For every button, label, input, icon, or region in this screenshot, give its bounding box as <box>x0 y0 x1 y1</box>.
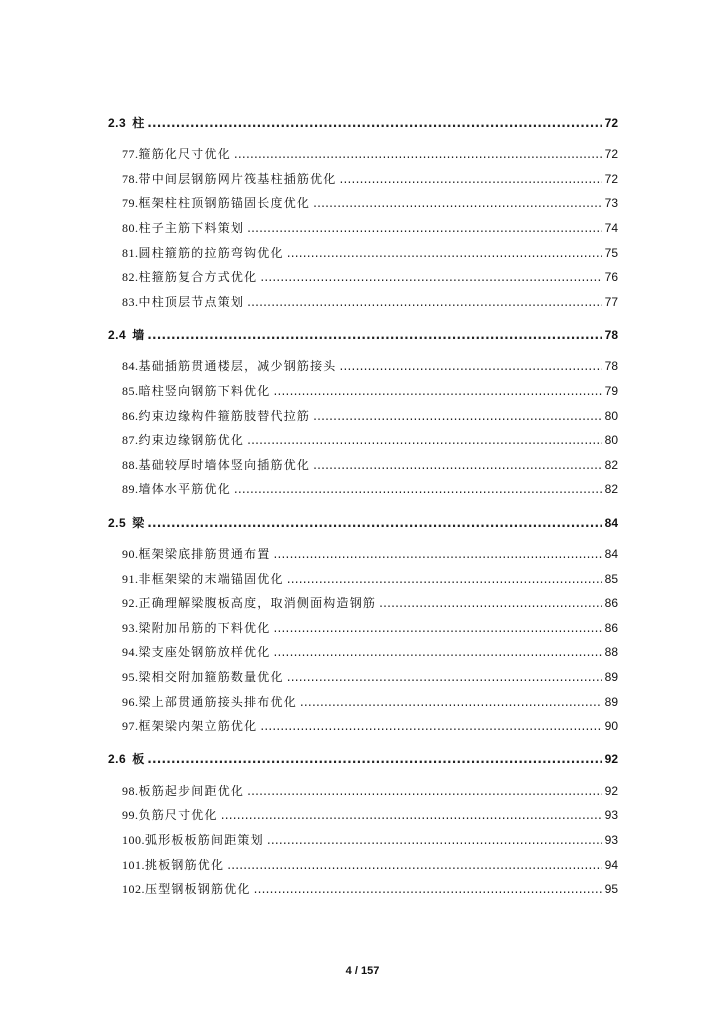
toc-entry[interactable] <box>108 379 618 404</box>
toc-entry[interactable] <box>108 403 618 428</box>
section-page: 78 <box>604 328 618 343</box>
section-number: 2.5 <box>108 515 127 530</box>
entry-number: 79. <box>122 196 139 211</box>
dot-leader <box>260 719 601 733</box>
entry-page: 80 <box>604 408 618 423</box>
entry-page: 84 <box>604 547 618 562</box>
dot-leader <box>247 221 602 235</box>
toc-entry[interactable] <box>108 216 618 241</box>
entry-page: 94 <box>604 857 618 872</box>
section-page: 72 <box>604 116 618 130</box>
entry-number: 83. <box>122 294 139 309</box>
dot-leader <box>300 695 602 709</box>
dot-leader <box>340 172 602 186</box>
entry-number: 99. <box>122 808 139 823</box>
section-number: 2.4 <box>108 328 127 343</box>
entry-number: 98. <box>122 783 139 798</box>
entry-number: 88. <box>122 457 139 472</box>
entry-page: 89 <box>604 694 618 709</box>
entry-title: 板筋起步间距优化 <box>138 783 245 798</box>
entry-title: 柱箍筋复合方式优化 <box>138 270 258 285</box>
entry-page: 75 <box>604 245 618 260</box>
entry-title: 中柱顶层节点策划 <box>138 294 245 309</box>
dot-leader <box>254 882 602 896</box>
entry-page: 86 <box>604 620 618 635</box>
entry-page: 76 <box>604 270 618 285</box>
dot-leader <box>221 808 602 822</box>
toc-entry[interactable] <box>108 714 618 739</box>
entry-number: 101. <box>122 857 145 872</box>
dot-leader <box>287 572 602 586</box>
entry-number: 100. <box>122 832 145 847</box>
entry-number: 102. <box>122 882 145 897</box>
entry-title: 框架梁底排筋贯通布置 <box>138 547 271 562</box>
entry-number: 95. <box>122 669 139 684</box>
entry-page: 88 <box>604 645 618 660</box>
entry-title: 约束边缘钢筋优化 <box>138 433 245 448</box>
toc-entry[interactable] <box>108 191 618 216</box>
section-number: 2.6 <box>108 752 127 767</box>
entry-number: 87. <box>122 433 139 448</box>
entry-page: 72 <box>604 171 618 186</box>
toc-entry[interactable] <box>108 167 618 192</box>
toc-entry[interactable] <box>108 689 618 714</box>
entry-number: 91. <box>122 571 139 586</box>
dot-leader <box>313 458 602 472</box>
entry-number: 97. <box>122 719 139 734</box>
entry-page: 79 <box>604 384 618 399</box>
entry-number: 78. <box>122 171 139 186</box>
dot-leader <box>313 409 602 423</box>
entry-page: 72 <box>604 147 618 162</box>
entry-page: 80 <box>604 433 618 448</box>
entry-title: 挑板钢筋优化 <box>145 857 225 872</box>
dot-leader <box>274 384 602 398</box>
entry-number: 84. <box>122 359 139 374</box>
toc-entry[interactable] <box>108 240 618 265</box>
dot-leader <box>313 196 602 210</box>
entry-title: 梁相交附加箍筋数量优化 <box>138 669 284 684</box>
section-number: 2.3 <box>108 116 127 130</box>
dot-leader <box>260 270 601 284</box>
toc-section-heading[interactable] <box>108 746 618 772</box>
entry-page: 90 <box>604 719 618 734</box>
entry-page: 85 <box>604 571 618 586</box>
entry-page: 93 <box>604 832 618 847</box>
toc-section-heading[interactable] <box>108 110 618 136</box>
dot-leader <box>247 295 602 309</box>
dot-leader <box>267 833 602 847</box>
entry-page: 82 <box>604 482 618 497</box>
entry-page: 82 <box>604 457 618 472</box>
entry-number: 81. <box>122 245 139 260</box>
entry-number: 96. <box>122 694 139 709</box>
entry-number: 80. <box>122 221 139 236</box>
toc-section <box>108 510 618 739</box>
entry-number: 86. <box>122 408 139 423</box>
entry-title: 基础插筋贯通楼层，减少钢筋接头 <box>138 359 337 374</box>
dot-leader <box>147 752 601 766</box>
entry-title: 梁上部贯通筋接头排布优化 <box>138 694 297 709</box>
toc-section-heading[interactable] <box>108 322 618 348</box>
entry-page: 86 <box>604 596 618 611</box>
toc-entry[interactable] <box>108 852 618 877</box>
toc-entry[interactable] <box>108 290 618 315</box>
dot-leader <box>340 359 602 373</box>
section-title: 梁 <box>132 515 145 530</box>
entry-number: 89. <box>122 482 139 497</box>
entry-title: 负筋尺寸优化 <box>138 808 218 823</box>
dot-leader <box>274 645 602 659</box>
entry-page: 73 <box>604 196 618 211</box>
dot-leader <box>274 621 602 635</box>
toc-entry[interactable] <box>108 778 618 803</box>
entry-title: 非框架梁的末端锚固优化 <box>138 571 284 586</box>
toc-entry[interactable] <box>108 428 618 453</box>
toc-entry[interactable] <box>108 142 618 167</box>
entry-number: 94. <box>122 645 139 660</box>
entry-page: 89 <box>604 669 618 684</box>
entry-title: 正确理解梁腹板高度，取消侧面构造钢筋 <box>138 596 377 611</box>
toc-entry[interactable] <box>108 542 618 567</box>
page-number: 4 / 157 <box>345 965 380 977</box>
entry-title: 暗柱竖向钢筋下料优化 <box>138 384 271 399</box>
entry-title: 压型钢板钢筋优化 <box>145 882 251 897</box>
toc-entry[interactable] <box>108 616 618 641</box>
toc-entry[interactable] <box>108 640 618 665</box>
dot-leader <box>234 147 602 161</box>
entry-title: 梁支座处钢筋放样优化 <box>138 645 271 660</box>
entry-page: 95 <box>604 882 618 897</box>
entry-page: 78 <box>604 359 618 374</box>
dot-leader <box>247 784 602 798</box>
dot-leader <box>147 328 601 342</box>
table-of-contents <box>108 110 618 909</box>
toc-section <box>108 322 618 502</box>
dot-leader <box>287 670 602 684</box>
section-page: 84 <box>604 515 618 530</box>
entry-number: 77. <box>122 147 139 162</box>
entry-number: 82. <box>122 270 139 285</box>
entry-page: 93 <box>604 808 618 823</box>
entry-title: 带中间层钢筋网片筏基柱插筋优化 <box>138 171 337 186</box>
section-page: 92 <box>604 752 618 767</box>
entry-title: 框架梁内架立筋优化 <box>138 719 258 734</box>
entry-page: 92 <box>604 783 618 798</box>
toc-entry[interactable] <box>108 265 618 290</box>
dot-leader <box>234 482 602 496</box>
toc-entry[interactable] <box>108 566 618 591</box>
dot-leader <box>274 547 602 561</box>
entry-title: 墙体水平筋优化 <box>138 482 231 497</box>
dot-leader <box>287 246 602 260</box>
dot-leader <box>379 596 602 610</box>
entry-title: 弧形板板筋间距策划 <box>145 832 264 847</box>
toc-entry[interactable] <box>108 665 618 690</box>
toc-entry[interactable] <box>108 591 618 616</box>
section-title: 板 <box>132 752 145 767</box>
entry-number: 90. <box>122 547 139 562</box>
dot-leader <box>147 116 601 130</box>
dot-leader <box>247 433 602 447</box>
toc-entry[interactable] <box>108 354 618 379</box>
toc-entry[interactable] <box>108 803 618 828</box>
entry-number: 93. <box>122 620 139 635</box>
toc-entry[interactable] <box>108 828 618 853</box>
entry-title: 圆柱箍筋的拉筋弯钩优化 <box>138 245 284 260</box>
toc-entry[interactable] <box>108 877 618 902</box>
entry-number: 92. <box>122 596 139 611</box>
dot-leader <box>147 516 601 530</box>
entry-title: 柱子主筋下料策划 <box>138 221 245 236</box>
entry-title: 框架柱柱顶钢筋锚固长度优化 <box>138 196 311 211</box>
entry-title: 约束边缘构件箍筋肢替代拉筋 <box>138 408 311 423</box>
entry-title: 基础较厚时墙体竖向插筋优化 <box>138 457 311 472</box>
entry-page: 74 <box>604 221 618 236</box>
entry-title: 箍筋化尺寸优化 <box>138 147 231 162</box>
entry-page: 77 <box>604 294 618 309</box>
dot-leader <box>227 858 601 872</box>
toc-entry[interactable] <box>108 453 618 478</box>
toc-section <box>108 746 618 901</box>
section-title: 墙 <box>132 328 145 343</box>
entry-number: 85. <box>122 384 139 399</box>
section-title: 柱 <box>132 116 145 130</box>
toc-entry[interactable] <box>108 477 618 502</box>
toc-section <box>108 110 618 314</box>
entry-title: 梁附加吊筋的下料优化 <box>138 620 271 635</box>
toc-section-heading[interactable] <box>108 510 618 536</box>
